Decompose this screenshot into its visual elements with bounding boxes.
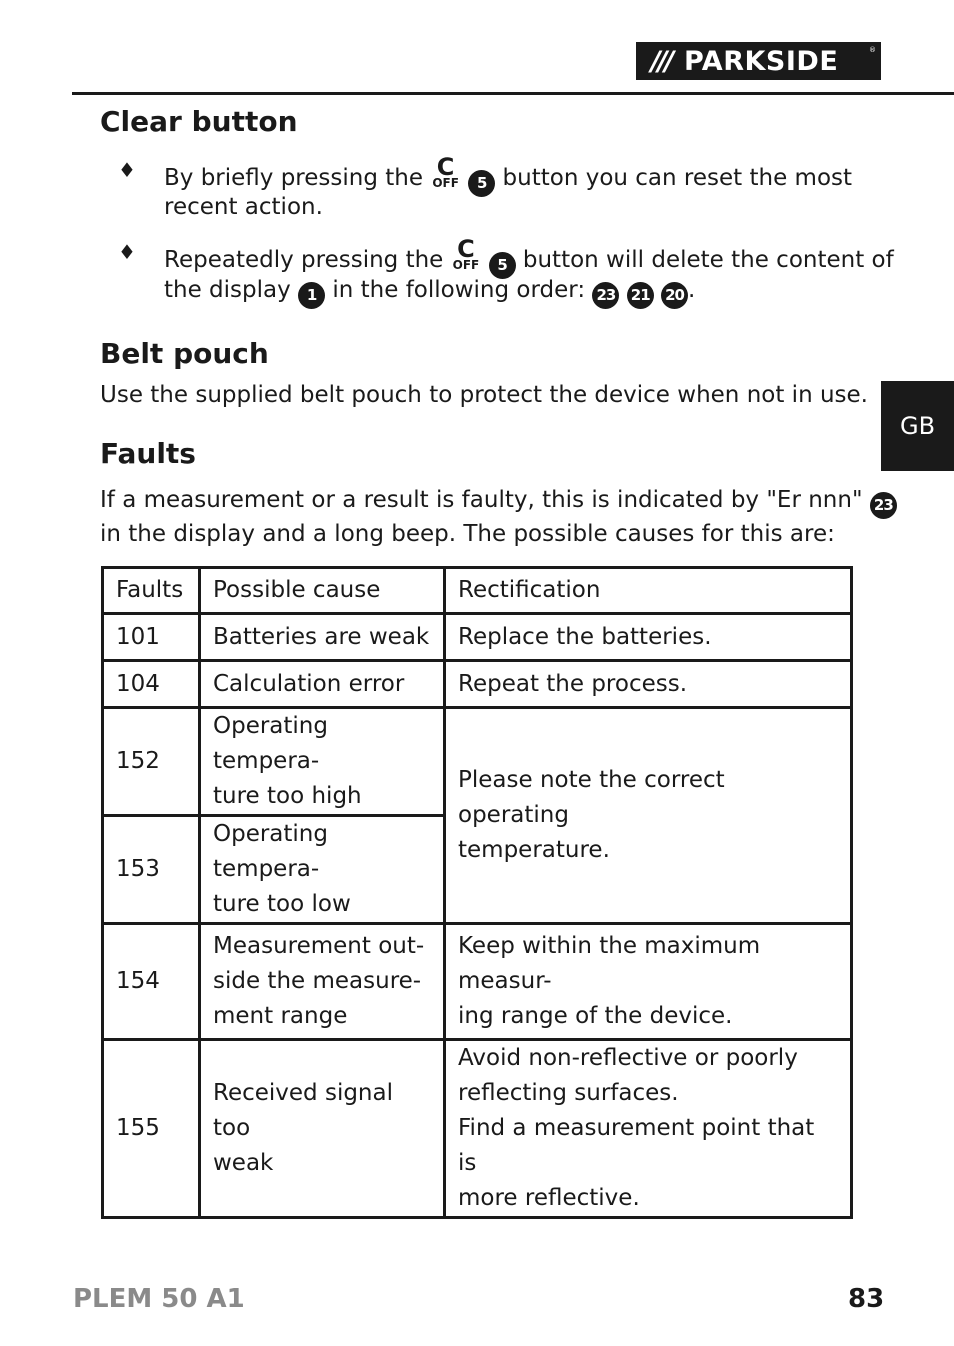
c-off-key-icon: [453, 237, 480, 271]
fix-line: Keep within the maximum measur-: [458, 933, 761, 994]
bullet-icon: ♦: [118, 158, 136, 182]
fault-code: 104: [103, 661, 200, 708]
cause-line: Measurement out-: [213, 933, 425, 959]
ref-number-21: 21: [627, 282, 654, 309]
language-tab: GB: [881, 381, 954, 471]
fault-fix: [445, 708, 852, 924]
faults-intro-line-2: in the display and a long beep. The possible causes for this are:: [100, 521, 835, 547]
bullet-1-text-post: button you can reset the most: [502, 165, 853, 191]
faults-table: [101, 566, 853, 1219]
fix-line: ing range of the device.: [458, 1003, 733, 1029]
bullet-2-line-2: [164, 273, 695, 309]
fix-line: more reflective.: [458, 1185, 640, 1211]
table-row: [103, 708, 852, 816]
ref-number-20: 20: [661, 282, 688, 309]
cause-line: weak: [213, 1150, 274, 1176]
off-key-label: OFF: [432, 176, 459, 190]
belt-pouch-heading: Belt pouch: [100, 337, 269, 370]
bullet-icon: ♦: [118, 240, 136, 264]
logo-wordmark: PARKSIDE: [684, 45, 839, 77]
bullet-2-period: .: [688, 277, 696, 303]
belt-pouch-text: Use the supplied belt pouch to protect the device when not in use.: [100, 382, 868, 408]
table-row: [103, 614, 852, 661]
page-number: 83: [848, 1284, 885, 1314]
faults-intro-line-1: [100, 483, 897, 519]
c-off-key-icon: [432, 155, 459, 189]
fault-fix: [445, 1040, 852, 1218]
cause-line: Operating tempera-: [213, 821, 328, 882]
ref-number-23: 23: [592, 282, 619, 309]
fault-code: 101: [103, 614, 200, 661]
clear-button-heading: Clear button: [100, 105, 298, 138]
table-row: [103, 924, 852, 1040]
cause-line: Operating tempera-: [213, 713, 328, 774]
fix-line: reflecting surfaces.: [458, 1080, 679, 1106]
ref-number-5: 5: [468, 170, 495, 197]
bullet-1-line-2: recent action.: [164, 194, 323, 220]
fault-cause: Calculation error: [200, 661, 445, 708]
ref-number-5: 5: [489, 252, 516, 279]
faults-intro-text: If a measurement or a result is faulty, this is indicated by "Er nnn": [100, 487, 863, 513]
table-row: [103, 661, 852, 708]
model-number: PLEM 50 A1: [73, 1284, 245, 1314]
cause-line: ment range: [213, 1003, 348, 1029]
header-faults: Faults: [103, 568, 200, 614]
table-header-row: [103, 568, 852, 614]
fault-cause: [200, 1040, 445, 1218]
header-possible-cause: Possible cause: [200, 568, 445, 614]
fault-fix: Repeat the process.: [445, 661, 852, 708]
fault-cause: [200, 708, 445, 816]
cause-line: ture too high: [213, 783, 362, 809]
logo-registered-mark: ®: [869, 46, 876, 54]
bullet-2-text-post: button will delete the content of: [522, 247, 894, 273]
fix-line: Avoid non-reflective or poorly: [458, 1045, 798, 1071]
cause-line: Received signal too: [213, 1080, 393, 1141]
fault-fix: [445, 924, 852, 1040]
fix-line: Find a measurement point that is: [458, 1115, 815, 1176]
header-rule: [72, 92, 954, 95]
fault-code: 154: [103, 924, 200, 1040]
bullet-2-line-2-a: the display: [164, 277, 291, 303]
faults-heading: Faults: [100, 437, 196, 470]
header-rectification: Rectification: [445, 568, 852, 614]
c-key-label: C: [457, 235, 475, 263]
fault-code: 155: [103, 1040, 200, 1218]
fault-cause: [200, 924, 445, 1040]
fault-code: 153: [103, 816, 200, 924]
logo-slashes: ///: [650, 45, 672, 77]
bullet-1-text-pre: By briefly pressing the: [164, 165, 423, 191]
fix-line: Please note the correct operating: [458, 767, 725, 828]
fix-line: temperature.: [458, 837, 610, 863]
fault-cause: Batteries are weak: [200, 614, 445, 661]
fault-fix: Replace the batteries.: [445, 614, 852, 661]
ref-number-23: 23: [870, 492, 897, 519]
ref-number-1: 1: [298, 282, 325, 309]
off-key-label: OFF: [452, 258, 480, 272]
fault-cause: [200, 816, 445, 924]
bullet-2-line-2-b: in the following order:: [332, 277, 586, 303]
table-row: [103, 1040, 852, 1218]
cause-line: ture too low: [213, 891, 351, 917]
fault-code: 152: [103, 708, 200, 816]
bullet-2-text-pre: Repeatedly pressing the: [164, 247, 444, 273]
c-key-label: C: [436, 153, 455, 181]
cause-line: side the measure-: [213, 968, 422, 994]
brand-logo: [636, 42, 881, 80]
